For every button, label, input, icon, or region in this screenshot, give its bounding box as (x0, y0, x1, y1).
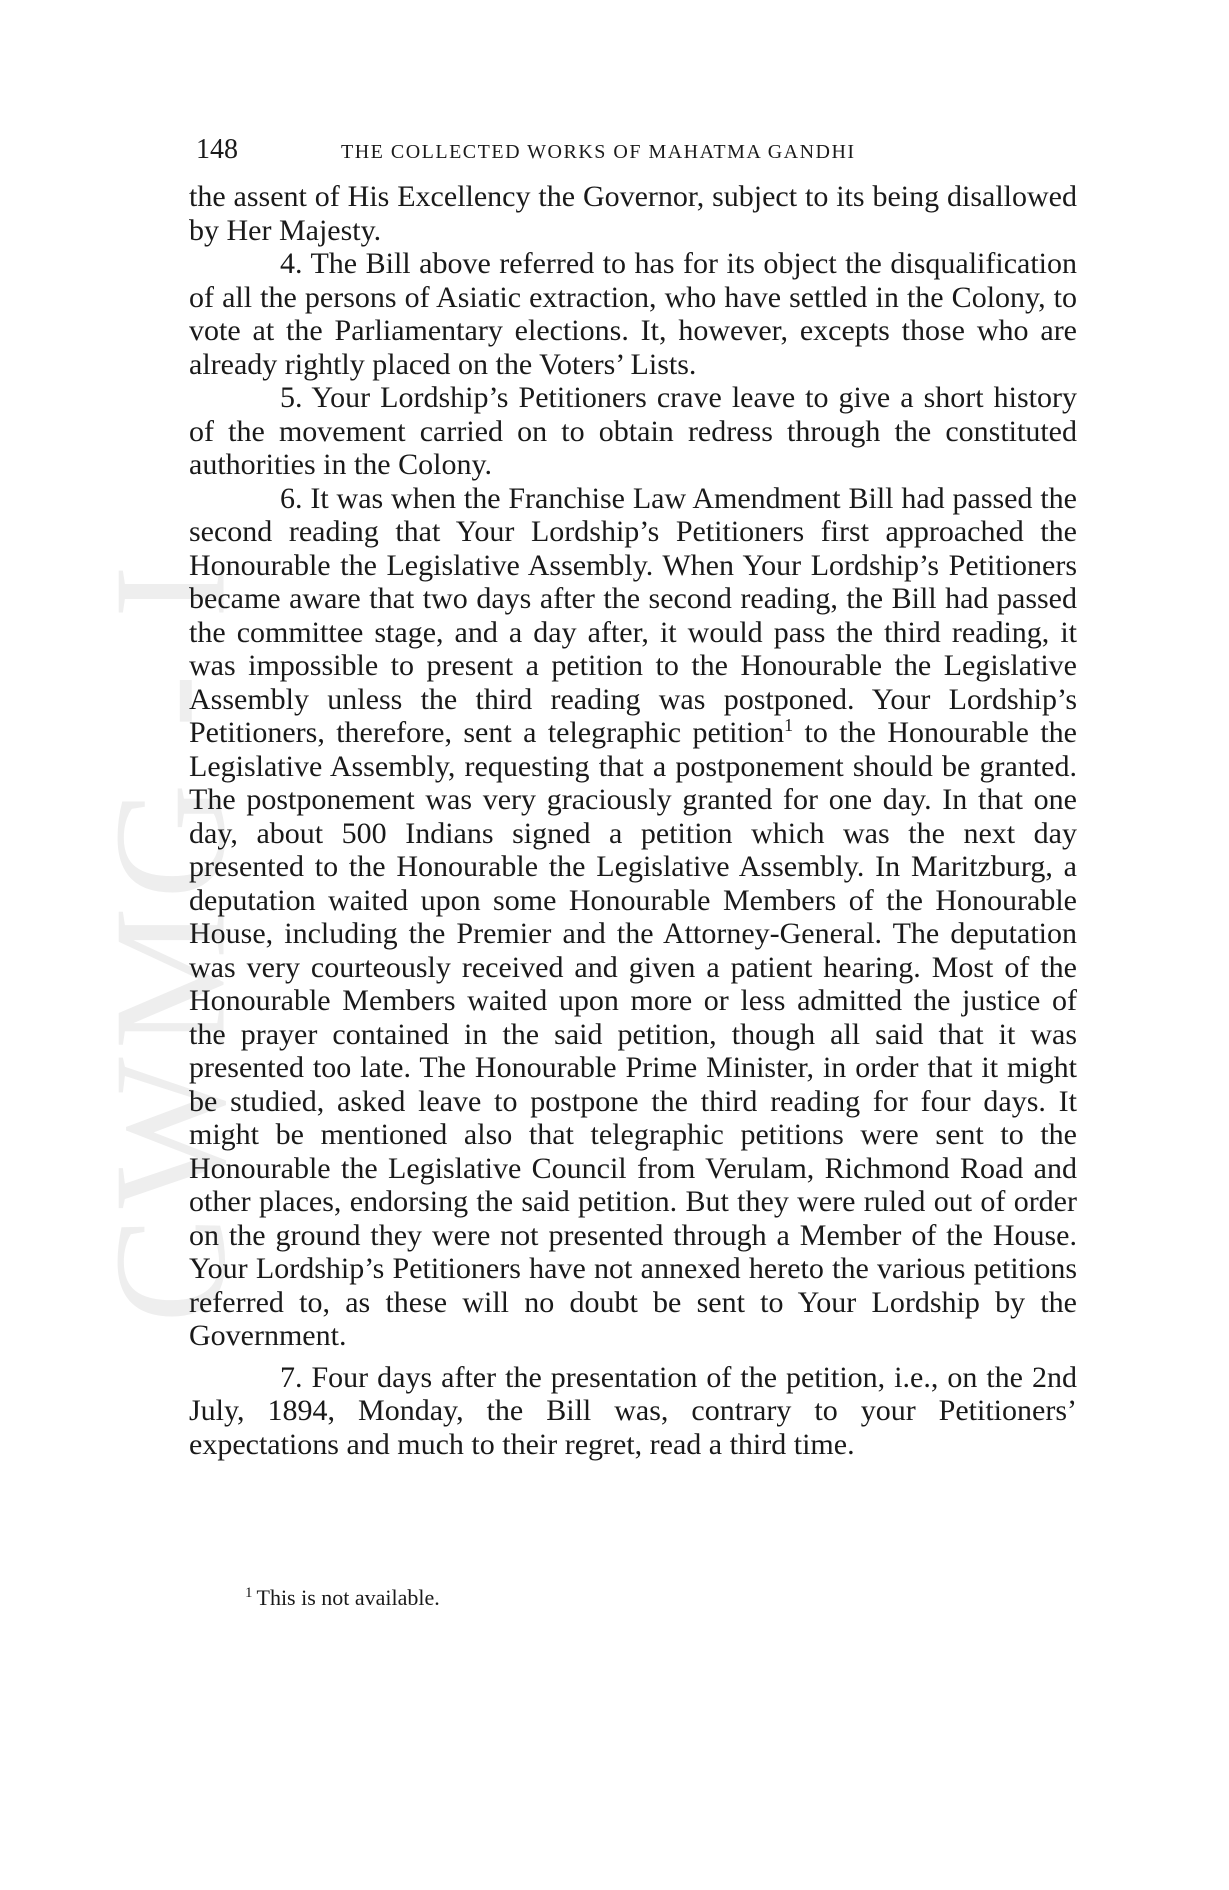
footnote-mark: 1 (245, 1584, 253, 1601)
footnote-reference: 1 (784, 715, 794, 735)
paragraph-6 (189, 482, 1077, 1353)
paragraph-4: 4. The Bill above referred to has for its object the disqualification of all the persons of Asiatic extraction, who have settled in the Colony, to vote at the Parliamentary elections. It, however, excepts those who are already rightly placed on the Voters’ Lists. (189, 247, 1077, 381)
watermark-text: CWMG - I (80, 556, 259, 1324)
body-text (189, 180, 1077, 1461)
paragraph-6-text-part-2: to the Honourable the Legislative Assembly, requesting that a postponement should be granted. The postponement was very graciously granted for one day. In that one day, about 500 Indians signed a petition which was the next day presented to the Honourable the Legislative Assembly. In Maritzburg, a deputation waited upon some Honourable Members of the Honourable House, including the Premier and the Attorney-General. The deputation was very courteously received and given a patient hearing. Most of the Honourable Members waited upon more or less admitted the justice of the prayer contained in the said petition, though all said that it was presented too late. The Honourable Prime Minister, in order that it might be studied, asked leave to postpone the third reading for four days. It might be mentioned also that telegraphic petitions were sent to the Honourable the Legislative Council from Verulam, Richmond Road and other places, endorsing the said petition. But they were ruled out of order on the ground they were not presented through a Member of the House. Your Lordship’s Petitioners have not annexed hereto the various petitions referred to, as these will no doubt be sent to Your Lordship by the Government. (189, 716, 1078, 1352)
paragraph-continued: the assent of His Excellency the Governor, subject to its being disallowed by Her Majesty. (189, 180, 1077, 247)
paragraph-6-text-part-1: 6. It was when the Franchise Law Amendment Bill had passed the second reading that Your Lordship’s Petitioners first approached the Honourable the Legislative Assembly. When Your Lordship’s Petitioners became aware that two days after the second reading, the Bill had passed the committee stage, and a day after, it would pass the third reading, it was impossible to present a petition to the Honourable the Legislative Assembly unless the third reading was postponed. Your Lordship’s Petitioners, therefore, sent a telegraphic petition (189, 481, 1077, 749)
footnote (245, 1585, 440, 1611)
page-header (196, 134, 1076, 166)
running-head: THE COLLECTED WORKS OF MAHATMA GANDHI (341, 141, 856, 163)
paragraph-7: 7. Four days after the presentation of the petition, i.e., on the 2nd July, 1894, Monday, the Bill was, contrary to your Petitioners’ expectations and much to their regret, read a third time. (189, 1360, 1077, 1461)
paragraph-5: 5. Your Lordship’s Petitioners crave leave to give a short history of the movement carried on to obtain redress through the constituted authorities in the Colony. (189, 381, 1077, 481)
page-number: 148 (196, 134, 238, 165)
footnote-text: This is not available. (256, 1585, 440, 1610)
